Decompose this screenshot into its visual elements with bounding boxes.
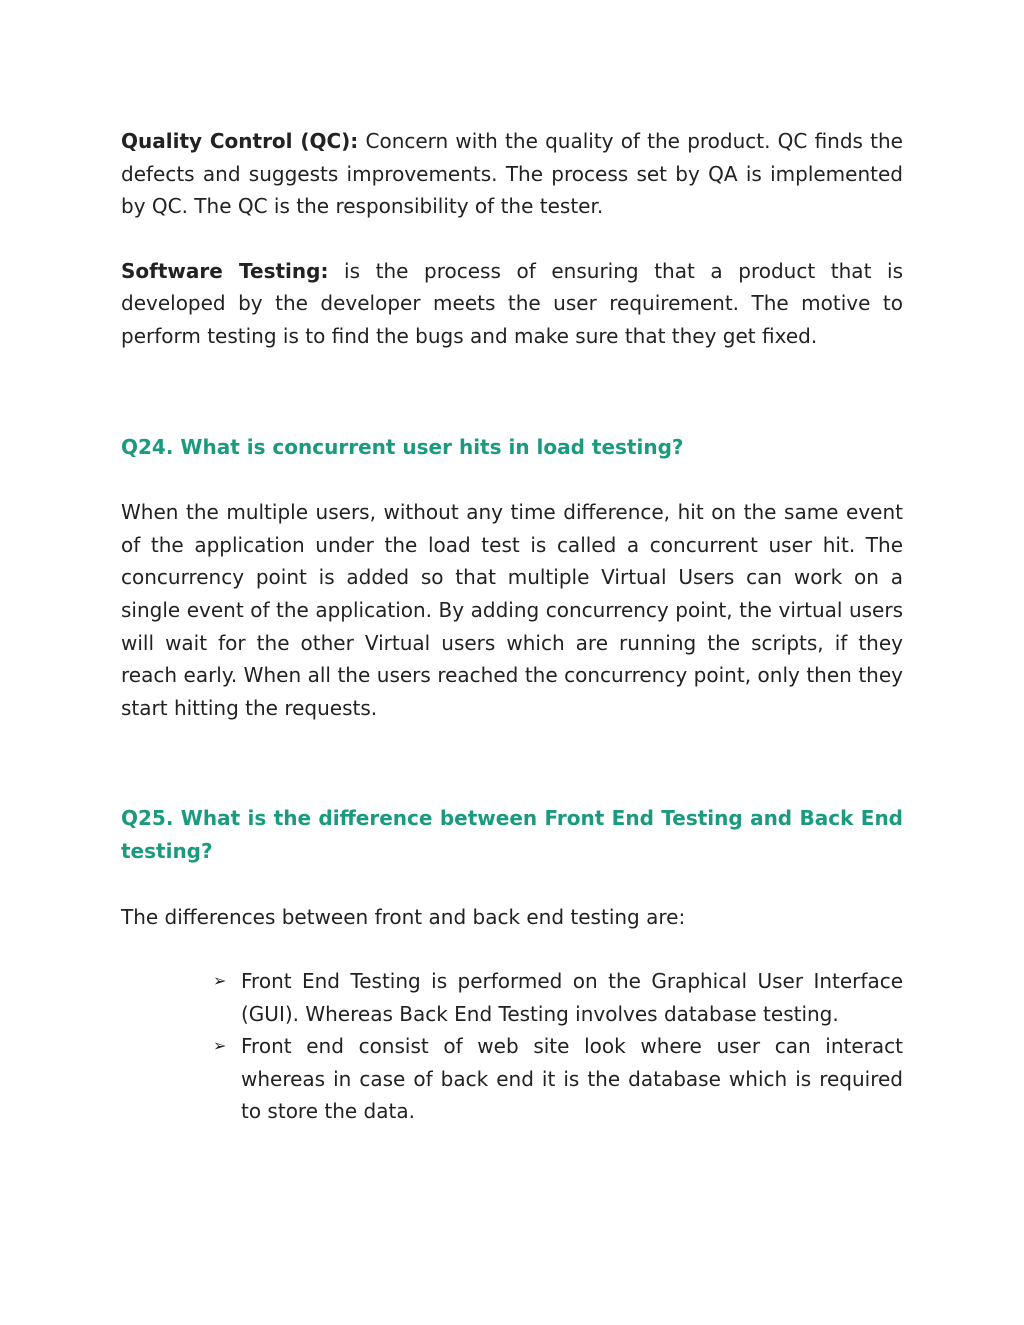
list-item	[213, 965, 903, 1030]
arrowhead-bullet-icon: ➢	[213, 1036, 227, 1056]
qc-paragraph	[121, 125, 903, 223]
list-item	[213, 1030, 903, 1128]
q25-intro: The differences between front and back end testing are:	[121, 904, 686, 929]
bullet-text: Front end consist of web site look where user can interact whereas in case of back end it is the database which is required to store the data.	[241, 1034, 903, 1124]
q24-heading: Q24. What is concurrent user hits in load testing?	[121, 434, 684, 459]
arrowhead-bullet-icon: ➢	[213, 971, 227, 991]
q25-heading: Q25. What is the difference between Front End Testing and Back End testing?	[121, 806, 903, 863]
software-testing-term: Software Testing:	[121, 258, 329, 283]
q24-answer: When the multiple users, without any time difference, hit on the same event of the application under the load test is called a concurrent user hit. The concurrency point is added so that multiple Virtual Users can work on a single event of the application. By adding concurrency point, the virtual users will wait for the other Virtual users which are running the scripts, if they reach early. When all the users reached the concurrency point, only then they start hitting the requests.	[121, 500, 903, 720]
bullet-text: Front End Testing is performed on the Graphical User Interface (GUI). Whereas Back End Testing involves database testing.	[241, 969, 903, 1026]
qc-definition: Concern with the quality of the product. QC finds the defects and suggests improvements. The process set by QA is implemented by QC. The QC is the responsibility of the tester.	[121, 129, 903, 219]
q25-bullet-list	[121, 965, 903, 1128]
qc-term: Quality Control (QC):	[121, 129, 359, 153]
software-testing-definition: is the process of ensuring that a product that is developed by the developer meets the user requirement. The motive to perform testing is to find the bugs and make sure that they get fixed.	[121, 258, 903, 348]
document-content	[121, 125, 903, 1128]
software-testing-paragraph	[121, 255, 903, 353]
